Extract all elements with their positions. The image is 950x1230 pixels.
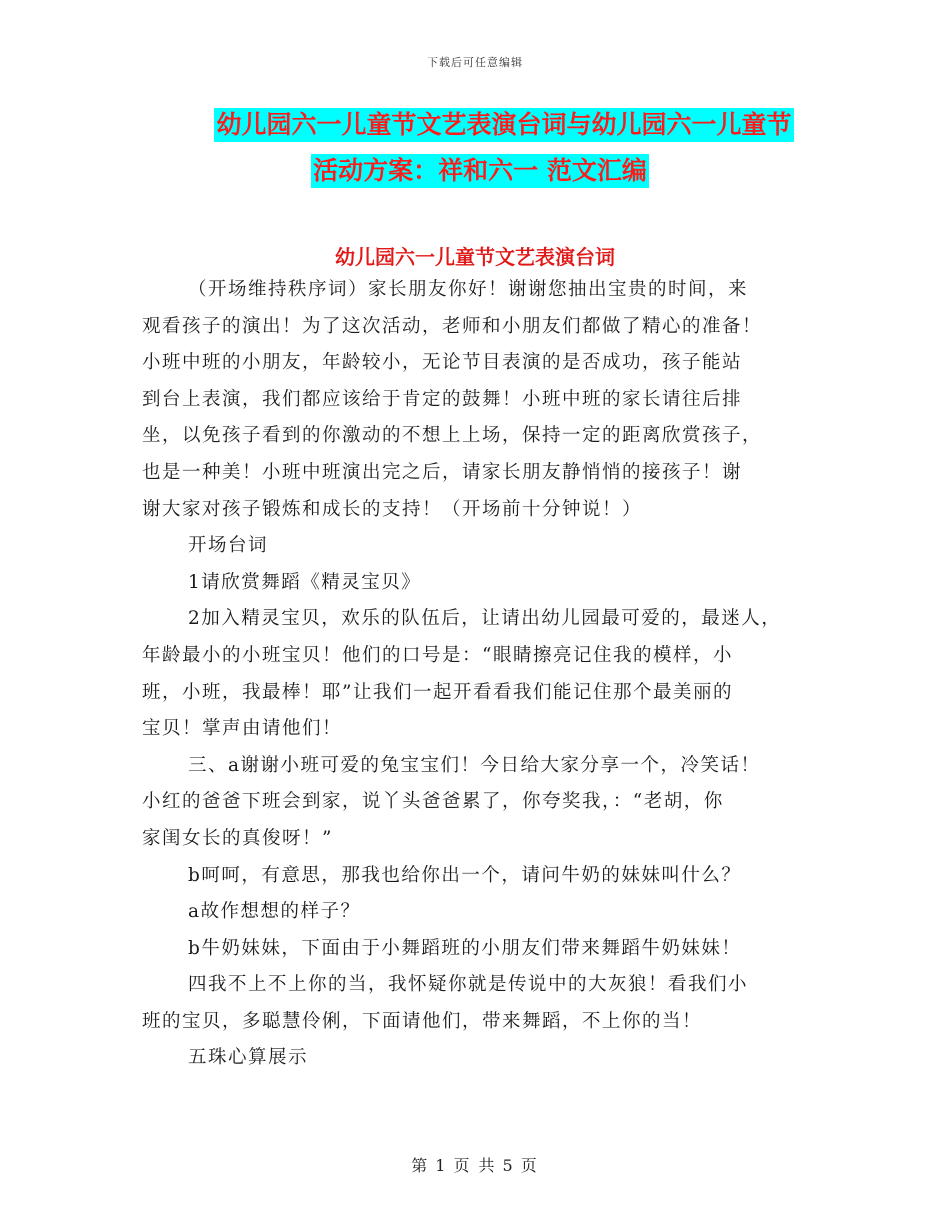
document-title <box>140 108 820 200</box>
paragraph-line: 观看孩子的演出！为了这次活动，老师和小朋友们都做了精心的准备！ <box>142 315 763 337</box>
paragraph-line: 班的宝贝，多聪慧伶俐，下面请他们，带来舞蹈，不上你的当！ <box>142 1010 703 1032</box>
title-line-2: 活动方案：祥和六一 范文汇编 <box>311 154 649 188</box>
paragraph-line: 小红的爸爸下班会到家，说丫头爸爸累了，你夸奖我，：“老胡，你 <box>142 791 724 813</box>
paragraph-line: b呵呵，有意思，那我也给你出一个，请问牛奶的妹妹叫什么？ <box>188 864 742 886</box>
paragraph-line: b牛奶妹妹，下面由于小舞蹈班的小朋友们带来舞蹈牛奶妹妹！ <box>188 937 742 959</box>
footer-middle: 页 共 <box>453 1156 497 1175</box>
paragraph-line: 开场台词 <box>188 535 269 557</box>
paragraph-line: （开场维持秩序词）家长朋友你好！谢谢您抽出宝贵的时间，来 <box>188 279 749 300</box>
paragraph-line: 班，小班，我最棒！耶”让我们一起开看看我们能记住那个最美丽的 <box>142 681 733 703</box>
paragraph-line: 谢大家对孩子锻炼和成长的支持！（开场前十分钟说！） <box>142 498 643 520</box>
paragraph-line: 年龄最小的小班宝贝！他们的口号是：“眼睛擦亮记住我的模样，小 <box>142 644 733 666</box>
current-page-number: 1 <box>435 1156 448 1175</box>
paragraph-line: 家闺女长的真俊呀！” <box>142 827 333 849</box>
paragraph-line: 小班中班的小朋友，年龄较小，无论节目表演的是否成功，孩子能站 <box>142 352 743 374</box>
paragraph-line: 宝贝！掌声由请他们！ <box>142 718 343 740</box>
paragraph-line: 到台上表演，我们都应该给于肯定的鼓舞！小班中班的家长请往后排 <box>142 388 743 410</box>
paragraph-line: 三、a谢谢小班可爱的兔宝宝们！今日给大家分享一个，冷笑话！ <box>188 754 761 776</box>
paragraph-line: 2加入精灵宝贝，欢乐的队伍后，让请出幼儿园最可爱的，最迷人， <box>188 608 782 630</box>
section-title: 幼儿园六一儿童节文艺表演台词 <box>335 245 615 269</box>
paragraph-line: a故作想想的样子？ <box>188 901 361 923</box>
total-page-count: 5 <box>502 1156 515 1175</box>
paragraph-line: 坐，以免孩子看到的你激动的不想上上场，保持一定的距离欣赏孩子， <box>142 425 763 447</box>
footer-suffix: 页 <box>520 1156 539 1175</box>
title-line-1: 幼儿园六一儿童节文艺表演台词与幼儿园六一儿童节 <box>214 108 793 142</box>
footer-prefix: 第 <box>411 1156 430 1175</box>
document-body <box>142 272 832 1077</box>
paragraph-line: 四我不上不上你的当，我怀疑你就是传说中的大灰狼！看我们小 <box>188 974 749 996</box>
header-note: 下载后可任意编辑 <box>427 56 523 69</box>
paragraph-line: 五珠心算展示 <box>188 1047 309 1069</box>
paragraph-line: 也是一种美！小班中班演出完之后，请家长朋友静悄悄的接孩子！谢 <box>142 461 743 483</box>
paragraph-line: 1请欣赏舞蹈《精灵宝贝》 <box>188 571 422 593</box>
page-footer <box>0 1153 950 1176</box>
